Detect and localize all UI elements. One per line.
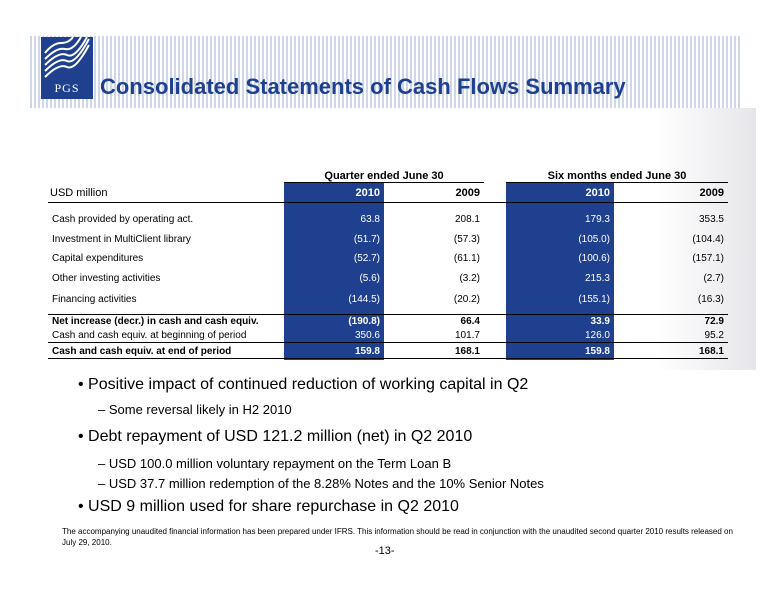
wave-logo-icon <box>41 37 93 83</box>
bullet-text: Debt repayment of USD 121.2 million (net) in Q2 2010 <box>88 428 473 445</box>
cell-value: (20.2) <box>453 294 480 305</box>
pgs-logo <box>41 37 93 99</box>
bullet-item <box>78 376 528 394</box>
cell-value: (3.2) <box>459 273 480 284</box>
bullet-dot-icon: • <box>78 428 89 445</box>
sub-bullet-text: USD 37.7 million redemption of the 8.28% Notes and the 10% Senior Notes <box>108 476 544 491</box>
row-label: Net increase (decr.) in cash and cash equiv. <box>52 316 259 327</box>
cell-value: (190.8) <box>348 316 380 327</box>
cell-value: 66.4 <box>460 316 480 327</box>
logo-text: PGS <box>54 81 80 95</box>
cell-value: 33.9 <box>590 316 610 327</box>
bullet-item <box>78 428 472 446</box>
cell-value: 168.1 <box>698 346 724 357</box>
sub-bullet-item <box>98 402 292 417</box>
dash-icon: – <box>98 456 109 471</box>
dash-icon: – <box>98 402 109 417</box>
cell-value: 215.3 <box>584 273 610 284</box>
sub-bullet-item <box>98 476 544 491</box>
cell-value: 168.1 <box>454 346 480 357</box>
header-rule <box>48 202 728 203</box>
page-number: -13- <box>375 545 395 557</box>
cell-value: 63.8 <box>360 214 380 225</box>
cell-value: (155.1) <box>578 294 610 305</box>
row-label: Investment in MultiClient library <box>52 234 191 245</box>
cell-value: (52.7) <box>353 253 380 264</box>
cell-value: (157.1) <box>692 253 724 264</box>
cell-value: (51.7) <box>353 234 380 245</box>
cell-value: (57.3) <box>453 234 480 245</box>
row-label: Cash and cash equiv. at beginning of period <box>52 330 247 341</box>
unit-label: USD million <box>50 187 108 199</box>
rule-above-total <box>48 342 728 343</box>
cell-value: (5.6) <box>359 273 380 284</box>
group-header-quarter: Quarter ended June 30 <box>324 170 444 182</box>
bullet-text: Positive impact of continued reduction of working capital in Q2 <box>88 376 529 393</box>
col-header-q2-2009: 2009 <box>455 187 480 199</box>
cell-value: 159.8 <box>584 346 610 357</box>
rule-above-net <box>48 314 728 315</box>
cell-value: 350.6 <box>354 330 380 341</box>
cell-value: (104.4) <box>692 234 724 245</box>
cell-value: 72.9 <box>704 316 724 327</box>
group-header-six-months: Six months ended June 30 <box>547 170 687 182</box>
col-header-q2-2010: 2010 <box>355 187 380 199</box>
group-underline <box>506 182 728 183</box>
sub-bullet-text: Some reversal likely in H2 2010 <box>108 402 292 417</box>
page-title: Consolidated Statements of Cash Flows Summary <box>100 74 626 99</box>
row-label: Cash and cash equiv. at end of period <box>52 346 232 357</box>
cell-value: (61.1) <box>453 253 480 264</box>
cell-value: (100.6) <box>578 253 610 264</box>
dash-icon: – <box>98 476 109 491</box>
cell-value: 353.5 <box>698 214 724 225</box>
bottom-rule <box>48 358 728 359</box>
sub-bullet-text: USD 100.0 million voluntary repayment on the Term Loan B <box>108 456 452 471</box>
row-label: Capital expenditures <box>52 253 144 264</box>
sub-bullet-item <box>98 456 451 471</box>
cell-value: (144.5) <box>348 294 380 305</box>
cell-value: 95.2 <box>704 330 724 341</box>
cell-value: (105.0) <box>578 234 610 245</box>
cell-value: 126.0 <box>584 330 610 341</box>
cash-flow-table <box>48 160 728 360</box>
cell-value: (2.7) <box>703 273 724 284</box>
cell-value: (16.3) <box>697 294 724 305</box>
cell-value: 101.7 <box>454 330 480 341</box>
row-label: Cash provided by operating act. <box>52 214 194 225</box>
group-underline <box>284 182 484 183</box>
cell-value: 159.8 <box>354 346 380 357</box>
bullet-text: USD 9 million used for share repurchase in Q2 2010 <box>88 498 459 515</box>
cell-value: 179.3 <box>584 214 610 225</box>
row-label: Other investing activities <box>52 273 161 284</box>
bullet-item <box>78 498 459 516</box>
col-header-h1-2009: 2009 <box>699 187 724 199</box>
bullet-dot-icon: • <box>78 498 89 515</box>
cell-value: 208.1 <box>454 214 480 225</box>
col-header-h1-2010: 2010 <box>585 187 610 199</box>
footnote: The accompanying unaudited financial information has been prepared under IFRS. This information should be read in conjunction with the unaudited second quarter 2010 results released on July 29, 2010. <box>62 527 733 547</box>
row-label: Financing activities <box>52 294 137 305</box>
bullet-dot-icon: • <box>78 376 89 393</box>
